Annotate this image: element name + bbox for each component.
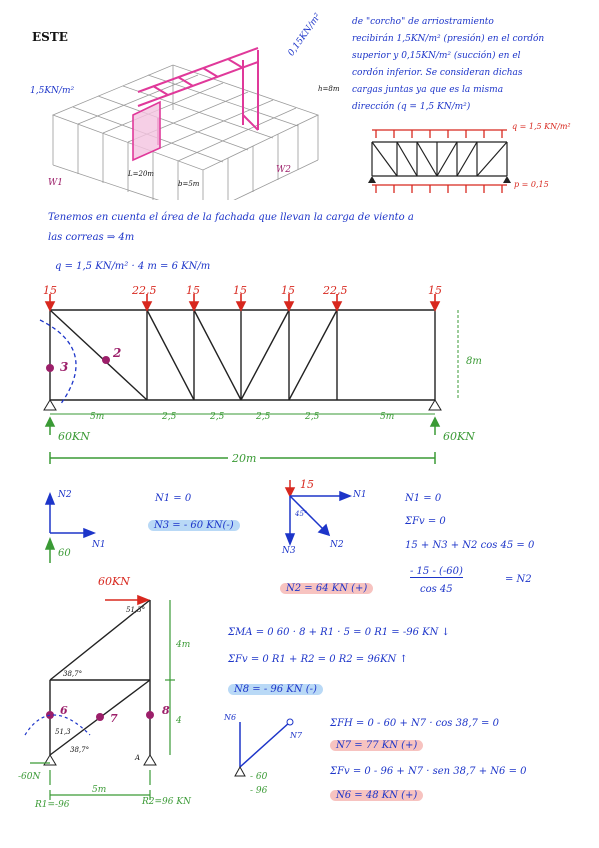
intro-line: Tenemos en cuenta el área de la fachada que llevan la carga de viento a (48, 212, 414, 223)
span-5: 2,5 (305, 412, 320, 422)
node2-n1: N1 (353, 490, 367, 500)
node2-angle: 45° (295, 510, 308, 518)
frame-reaction-right: R2=96 KN (142, 797, 191, 807)
wind-label-2: W2 (276, 165, 291, 175)
node2-eq-a: N1 = 0 (405, 493, 442, 504)
wind-load-top: 0,15KN/m² (286, 11, 324, 59)
span-2: 2,5 (162, 412, 177, 422)
load-6: 22,5 (323, 284, 348, 297)
node-n6-label: N6 (224, 713, 237, 722)
node-v-load: - 96 (250, 786, 268, 796)
truss-height: 8m (466, 356, 482, 367)
span-3: 2,5 (210, 412, 225, 422)
wind-label-1: W1 (48, 178, 63, 188)
node2-diagram (270, 476, 370, 556)
eq-fy: ΣFv = 0 - 96 + N7 · sen 38,7 + N6 = 0 (330, 766, 527, 777)
dim-length: L=20m (128, 170, 155, 178)
main-truss-drawing (0, 280, 599, 480)
node2-frac-num: - 15 - (-60) (410, 566, 463, 577)
load-4: 15 (233, 284, 247, 297)
node2-n3: N3 (282, 546, 296, 556)
small-truss-drawing (362, 120, 592, 195)
span-1: 5m (90, 412, 105, 422)
total-span: 20m (228, 452, 260, 465)
dim-height: h=8m (318, 85, 340, 93)
node2-eq-c: 15 + N3 + N2 cos 45 = 0 (405, 540, 535, 551)
frame-angle-low: 51,3 (55, 728, 71, 736)
eq-vertical: ΣFv = 0 R1 + R2 = 0 R2 = 96KN ↑ (228, 654, 408, 665)
node2-n2: N2 (330, 540, 344, 550)
statement-line: dirección (q = 1,5 KN/m²) (352, 102, 471, 112)
load-5: 15 (281, 284, 295, 297)
node-n7-label: N7 (290, 731, 303, 740)
eq-fx: ΣFH = 0 - 60 + N7 · cos 38,7 = 0 (330, 718, 499, 729)
load-7: 15 (428, 284, 442, 297)
small-truss-q-top: q = 1,5 KN/m² (512, 122, 571, 131)
load-1: 15 (43, 284, 57, 297)
node2-eq-b: ΣFv = 0 (405, 516, 446, 527)
node2-result: N2 = 64 KN (+) (280, 583, 373, 594)
frame-reaction-h: -60N (18, 772, 41, 782)
frame-node-a: A (135, 754, 141, 762)
frame-angle-mid: 38,7° (63, 670, 83, 678)
statement-line: cargas juntas ya que es la misma (352, 85, 504, 95)
eq-n7: N7 = 77 KN (+) (330, 740, 423, 751)
statement-line: de "corcho" de arriostramiento (352, 17, 494, 27)
node2-frac-res: = N2 (505, 574, 532, 585)
member-label-2: 2 (113, 346, 122, 360)
sketch-title: ESTE (32, 30, 68, 44)
node-h-load: - 60 (250, 772, 268, 782)
frame-member-8: 8 (162, 704, 170, 717)
node2-frac-den: cos 45 (420, 584, 453, 595)
node1-n2: N2 (58, 490, 72, 500)
statement-line: cordón inferior. Se consideran dichas (352, 68, 523, 78)
eq-n6: N6 = 48 KN (+) (330, 790, 423, 801)
statement-line: superior y 0,15KN/m² (succión) en el (352, 51, 521, 61)
span-6: 5m (380, 412, 395, 422)
reaction-right: 60KN (443, 430, 475, 443)
frame-height-bot: 4 (176, 716, 182, 726)
frame-angle-bot: 38,7° (70, 746, 90, 754)
node1-reaction: 60 (58, 548, 71, 559)
member-label-3: 3 (60, 360, 69, 374)
isometric-sketch (28, 11, 340, 200)
node1-eq2: N3 = - 60 KN(-) (148, 520, 240, 531)
frame-member-7: 7 (110, 712, 118, 725)
span-4: 2,5 (256, 412, 271, 422)
node1-eq1: N1 = 0 (155, 493, 192, 504)
small-truss-q-bottom: p = 0,15 (514, 180, 549, 189)
dim-bay: b=5m (178, 180, 200, 188)
problem-statement (352, 14, 592, 116)
intro-line-2: las correas ⇒ 4m (48, 232, 135, 243)
frame-base: 5m (92, 785, 107, 795)
frame-load: 60KN (98, 575, 130, 588)
q-equation: q = 1,5 KN/m² · 4 m = 6 KN/m (55, 261, 211, 272)
small-truss (362, 120, 592, 195)
node2-load: 15 (300, 478, 314, 491)
frame-height-top: 4m (176, 640, 191, 650)
load-3: 15 (186, 284, 200, 297)
node1-diagram (40, 488, 120, 568)
frame-angle-top: 51,3° (126, 606, 146, 614)
eq-moment: ΣMA = 0 60 · 8 + R1 · 5 = 0 R1 = -96 KN ↓ (228, 627, 450, 638)
frame-member-6: 6 (60, 704, 68, 717)
eq-n8: N8 = - 96 KN (-) (228, 684, 323, 695)
load-2: 22,5 (132, 284, 157, 297)
frame-reaction-left: R1=-96 (35, 800, 70, 810)
node1-n1: N1 (92, 540, 106, 550)
wind-load-left: 1,5KN/m² (30, 86, 75, 96)
reaction-left: 60KN (58, 430, 90, 443)
statement-line: recibirán 1,5KN/m² (presión) en el cordón (352, 34, 545, 44)
